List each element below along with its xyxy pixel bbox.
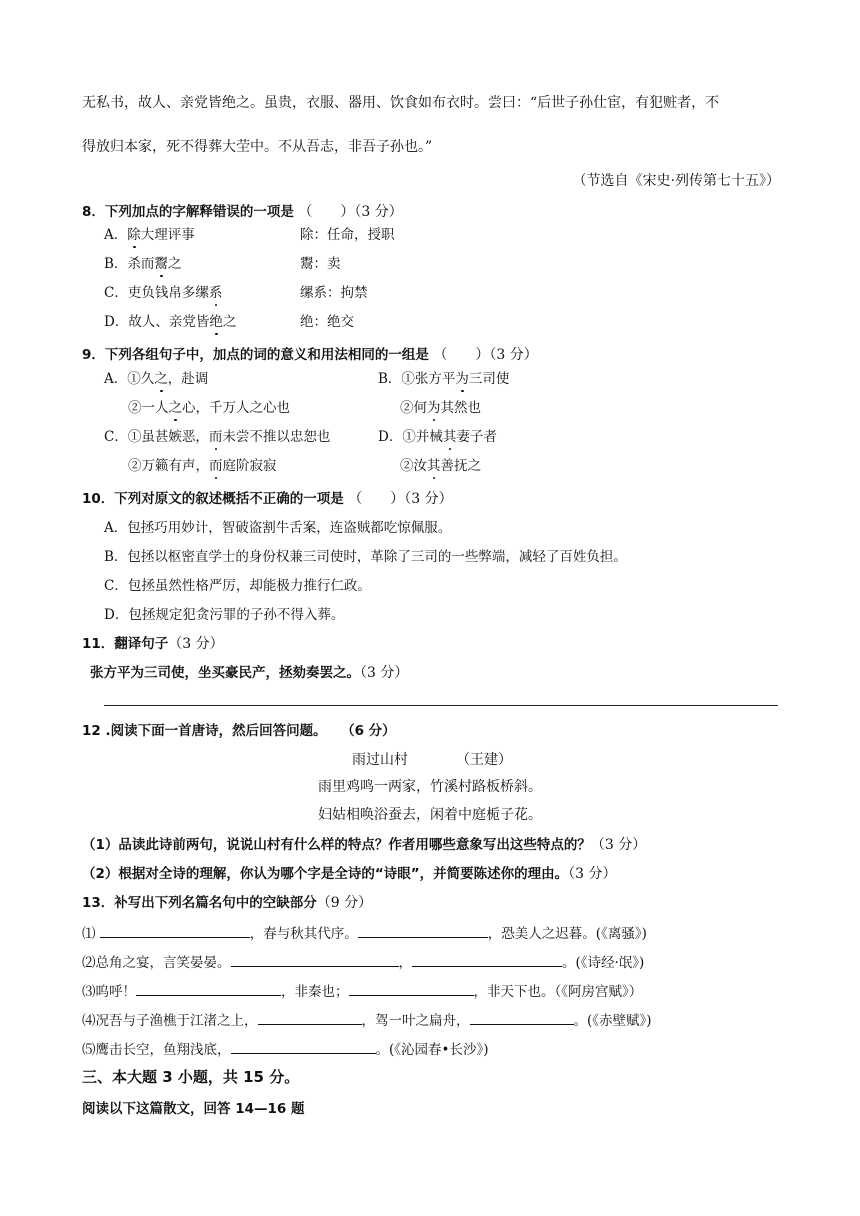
source: （《阿房宫赋》） — [554, 984, 643, 1000]
q10-option-b: B．包拯以枢密直学士的身份权兼三司使时，革除了三司的一些弊端，减轻了百姓负担。 — [104, 549, 627, 565]
fill-blank[interactable] — [358, 923, 488, 938]
q9-option-a2 — [128, 399, 290, 417]
text: ⑸鹰击长空，鱼翔浅底， — [82, 1042, 231, 1058]
passage-source: （节选自《宋史·列传第七十五》） — [572, 173, 780, 189]
q9-option-d2 — [400, 457, 481, 475]
q8-option-d-gloss: 绝：绝交 — [300, 314, 354, 330]
q11-sentence-text: 张方平为三司使，坐买豪民产，拯劾奏罢之。 — [90, 665, 360, 681]
q9-option-a1 — [104, 370, 208, 388]
dotted-char: 除 — [127, 227, 141, 243]
text: ⑵总角之宴，言笑晏晏。 — [82, 955, 231, 971]
q8-score: （3 分） — [354, 204, 403, 220]
q12-stem-text: 12 .阅读下面一首唐诗，然后回答问题。 — [82, 723, 327, 739]
text: 未尝不推以忠恕也 — [222, 429, 331, 445]
source: (《赤壁赋》) — [587, 1013, 652, 1029]
text: ，春与秋其代序。 — [249, 926, 358, 942]
fill-blank[interactable] — [470, 1010, 574, 1025]
fill-blank[interactable] — [258, 1010, 362, 1025]
dotted-char: 鬻 — [154, 256, 168, 272]
q11-stem — [82, 635, 224, 653]
section-3-instruction: 阅读以下这篇散文，回答 14—16 题 — [82, 1101, 305, 1117]
q13-score: （9 分） — [316, 895, 373, 911]
fill-blank[interactable] — [231, 952, 399, 967]
dotted-char: 其 — [427, 458, 441, 474]
option-text-post: 之 — [167, 256, 182, 272]
q12-sub2-text: （2）根据对全诗的理解，你认为哪个字是全诗的“诗眼”，并简要陈述你的理由。 — [82, 866, 569, 882]
dotted-char: 其 — [442, 429, 457, 445]
text: ⑶呜呼！ — [82, 984, 136, 1000]
poem-line-2: 妇姑相唤浴蚕去，闲着中庭栀子花。 — [318, 807, 542, 823]
q13-stem-text: 13．补写出下列名篇名句中的空缺部分 — [82, 895, 317, 911]
text: 三司使 — [468, 371, 510, 387]
q13-line-1 — [82, 923, 647, 943]
source: (《沁园春•长沙》) — [389, 1042, 489, 1058]
text: 。 — [573, 1013, 587, 1029]
q10-option-c: C．包拯虽然性格严厉，却能极力推行仁政。 — [104, 578, 371, 594]
text: ，非天下也。 — [473, 984, 555, 1000]
text: 善抚之 — [440, 458, 481, 474]
dotted-char: 之 — [154, 371, 168, 387]
text: ②何 — [400, 400, 427, 416]
item-number: ⑴ — [82, 926, 96, 942]
dotted-char: 而 — [208, 429, 223, 445]
q9-option-c2 — [128, 457, 277, 475]
text: 。 — [375, 1042, 389, 1058]
q8-stem-text: 8．下列加点的字解释错误的一项是 — [82, 204, 294, 220]
q10-option-a: A．包拯巧用妙计，智破盗割牛舌案，连盗贼都吃惊佩服。 — [104, 520, 452, 536]
q9-option-b1 — [378, 370, 509, 388]
text: ， — [398, 955, 412, 971]
fill-blank[interactable] — [349, 981, 474, 996]
q12-sub1-score: （3 分） — [590, 837, 647, 853]
q10-option-d: D．包拯规定犯贪污罪的子孙不得入葬。 — [104, 607, 345, 623]
answer-line[interactable] — [104, 705, 778, 706]
q9-score: （3 分） — [489, 347, 538, 363]
q8-stem — [82, 203, 403, 221]
passage-line-2: 得放归本家，死不得葬大茔中。不从吾志，非吾子孙也。” — [82, 139, 433, 155]
q12-sub1-text: （1）品读此诗前两句，说说山村有什么样的特点？作者用哪些意象写出这些特点的？ — [82, 837, 591, 853]
q9-stem-text: 9．下列各组句子中，加点的词的意义和用法相同的一组是 — [82, 347, 429, 363]
text: ，赴调 — [167, 371, 209, 387]
q9-option-d1 — [378, 428, 497, 446]
text: B．①张方平 — [378, 371, 456, 387]
dotted-char: 为 — [455, 371, 469, 387]
text: D．①并械 — [378, 429, 443, 445]
text: ⑷况吾与子渔樵于江渚之上， — [82, 1013, 258, 1029]
q8-option-b-gloss: 鬻：卖 — [300, 256, 341, 272]
q10-score: （3 分） — [404, 491, 453, 507]
option-text-post: 之 — [222, 314, 237, 330]
option-label: D． — [104, 314, 129, 330]
q13-stem — [82, 894, 372, 912]
dotted-char: 而 — [209, 458, 223, 474]
option-text-post: 大理评事 — [140, 227, 195, 243]
section-3-title: 三、本大题 3 小题，共 15 分。 — [82, 1068, 300, 1086]
option-text-pre: 杀而 — [127, 256, 155, 272]
q11-sentence-score: （3 分） — [360, 665, 409, 681]
text: 其然也 — [440, 400, 481, 416]
q11-score: （3 分） — [168, 636, 224, 652]
q8-option-b — [104, 255, 181, 273]
text: ②一人 — [128, 400, 169, 416]
text: C．①虽甚嫉恶， — [104, 429, 209, 445]
dotted-char: 系 — [208, 285, 223, 301]
q12-sub2-score: （3 分） — [568, 866, 617, 882]
text: ②汝 — [400, 458, 427, 474]
fill-blank[interactable] — [136, 981, 281, 996]
option-label: A． — [104, 227, 128, 243]
q8-option-c — [104, 284, 222, 302]
text: ，驾一叶之扁舟， — [361, 1013, 470, 1029]
q9-option-b2 — [400, 399, 481, 417]
q12-score: （6 分） — [341, 723, 396, 739]
q13-line-4 — [82, 1010, 652, 1030]
text: A．①久 — [104, 371, 155, 387]
q11-sentence — [90, 664, 408, 682]
text: 庭阶寂寂 — [222, 458, 277, 474]
dotted-char: 绝 — [209, 314, 223, 330]
dotted-char: 为 — [427, 400, 441, 416]
q9-answer-paren: （ ） — [433, 347, 490, 363]
q8-answer-paren: （ ） — [298, 204, 355, 220]
text: 。 — [562, 955, 576, 971]
q13-line-5 — [82, 1039, 489, 1059]
q11-stem-text: 11．翻译句子 — [82, 636, 169, 652]
q12-stem — [82, 722, 396, 740]
q9-stem — [82, 346, 538, 364]
text: 妻子者 — [456, 429, 497, 445]
q10-answer-paren: （ ） — [348, 491, 405, 507]
fill-blank[interactable] — [412, 952, 562, 967]
fill-blank[interactable] — [231, 1039, 376, 1054]
q8-option-a-gloss: 除：任命，授职 — [300, 227, 395, 243]
q8-option-a — [104, 226, 195, 244]
passage-line-1: 无私书，故人、亲党皆绝之。虽贵，衣服、器用、饮食如布衣时。尝曰：“后世子孙仕宦，有犯赃者，不 — [82, 95, 720, 111]
poem-author: （王建） — [456, 752, 512, 768]
option-label: C． — [104, 285, 128, 301]
source: (《诗经·氓》) — [575, 955, 645, 971]
q8-option-c-gloss: 缧系：拘禁 — [300, 285, 368, 301]
poem-line-1: 雨里鸡鸣一两家，竹溪村路板桥斜。 — [318, 779, 542, 795]
q12-sub2 — [82, 865, 617, 883]
q10-stem-text: 10．下列对原文的叙述概括不正确的一项是 — [82, 491, 344, 507]
option-text-pre: 吏负钱帛多缧 — [127, 285, 209, 301]
text: ②万籁有声， — [128, 458, 209, 474]
q9-option-c1 — [104, 428, 330, 446]
text: 心，千万人之心也 — [182, 400, 290, 416]
q8-option-d — [104, 313, 236, 331]
q13-line-2 — [82, 952, 644, 972]
dotted-char: 之 — [168, 400, 182, 416]
poem-title: 雨过山村 — [352, 752, 408, 768]
fill-blank[interactable] — [100, 923, 250, 938]
q13-line-3 — [82, 981, 642, 1001]
text: ，非秦也； — [281, 984, 349, 1000]
option-text-pre: 故人、亲党皆 — [128, 314, 210, 330]
q10-stem — [82, 490, 453, 508]
source: (《离骚》) — [595, 926, 647, 942]
q12-sub1 — [82, 836, 646, 854]
text: ，恐美人之迟暮。 — [487, 926, 596, 942]
option-label: B． — [104, 256, 128, 272]
